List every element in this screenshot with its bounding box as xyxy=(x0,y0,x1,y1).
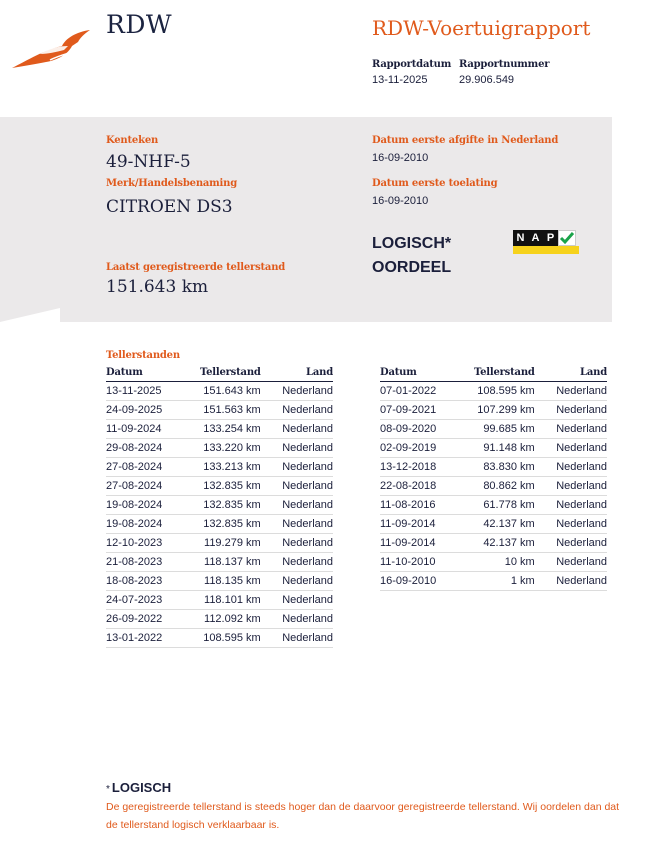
table-row xyxy=(380,439,607,458)
reading-date: 08-09-2020 xyxy=(380,420,474,439)
table-row xyxy=(106,439,333,458)
band-notch xyxy=(0,308,60,322)
make-label: Merk/Handelsbenaming xyxy=(106,178,238,189)
table-row xyxy=(106,515,333,534)
rdw-logo-icon xyxy=(10,24,94,72)
reading-country: Nederland xyxy=(535,534,607,553)
reading-value: 118.101 km xyxy=(200,591,261,610)
reading-date: 26-09-2022 xyxy=(106,610,200,629)
table-row xyxy=(380,553,607,572)
reading-value: 132.835 km xyxy=(200,515,261,534)
reading-country: Nederland xyxy=(535,553,607,572)
reading-value: 83.830 km xyxy=(474,458,535,477)
table-row xyxy=(380,401,607,420)
table-row xyxy=(106,534,333,553)
reading-date: 11-10-2010 xyxy=(380,553,474,572)
reading-date: 18-08-2023 xyxy=(106,572,200,591)
reading-value: 42.137 km xyxy=(474,534,535,553)
col-header-date: Datum xyxy=(106,366,200,382)
reading-country: Nederland xyxy=(535,496,607,515)
col-header-date: Datum xyxy=(380,366,474,382)
table-row xyxy=(106,553,333,572)
report-title: RDW-Voertuigrapport xyxy=(372,16,591,40)
reading-country: Nederland xyxy=(261,629,333,648)
reading-date: 12-10-2023 xyxy=(106,534,200,553)
plate-value: 49-NHF-5 xyxy=(106,152,191,172)
reading-country: Nederland xyxy=(261,477,333,496)
table-row xyxy=(380,515,607,534)
reading-value: 133.220 km xyxy=(200,439,261,458)
reading-date: 11-09-2014 xyxy=(380,534,474,553)
reading-date: 13-01-2022 xyxy=(106,629,200,648)
reading-country: Nederland xyxy=(261,420,333,439)
reading-value: 133.254 km xyxy=(200,420,261,439)
reading-date: 11-09-2024 xyxy=(106,420,200,439)
nap-logo xyxy=(513,230,579,254)
nap-letter-n: N xyxy=(513,230,528,246)
reading-country: Nederland xyxy=(535,401,607,420)
reading-date: 19-08-2024 xyxy=(106,496,200,515)
reading-country: Nederland xyxy=(261,591,333,610)
reading-country: Nederland xyxy=(535,477,607,496)
table-row xyxy=(106,401,333,420)
table-row xyxy=(106,458,333,477)
footer-title-text: LOGISCH xyxy=(111,780,172,795)
reading-date: 07-01-2022 xyxy=(380,382,474,401)
reading-value: 151.643 km xyxy=(200,382,261,401)
table-row xyxy=(106,496,333,515)
col-header-country: Land xyxy=(261,366,333,382)
table-row xyxy=(380,572,607,591)
readings-section-label: Tellerstanden xyxy=(106,350,180,361)
reading-date: 16-09-2010 xyxy=(380,572,474,591)
vehicle-summary-band xyxy=(0,117,612,322)
reading-value: 133.213 km xyxy=(200,458,261,477)
footer-title xyxy=(106,780,171,795)
reading-country: Nederland xyxy=(261,553,333,572)
verdict-line1: LOGISCH* xyxy=(372,235,452,252)
reading-date: 29-08-2024 xyxy=(106,439,200,458)
reading-country: Nederland xyxy=(261,572,333,591)
reading-country: Nederland xyxy=(535,458,607,477)
reading-value: 108.595 km xyxy=(474,382,535,401)
make-value: CITROEN DS3 xyxy=(106,197,233,217)
reading-value: 42.137 km xyxy=(474,515,535,534)
reading-date: 11-09-2014 xyxy=(380,515,474,534)
table-row xyxy=(380,382,607,401)
reading-country: Nederland xyxy=(535,572,607,591)
table-row xyxy=(106,591,333,610)
reading-date: 21-08-2023 xyxy=(106,553,200,572)
reading-value: 118.137 km xyxy=(200,553,261,572)
report-number-label: Rapportnummer xyxy=(459,59,550,70)
reading-date: 07-09-2021 xyxy=(380,401,474,420)
reading-value: 118.135 km xyxy=(200,572,261,591)
col-header-reading: Tellerstand xyxy=(200,366,261,382)
reading-country: Nederland xyxy=(261,401,333,420)
reading-country: Nederland xyxy=(535,420,607,439)
first-issue-nl-label: Datum eerste afgifte in Nederland xyxy=(372,135,559,146)
reading-country: Nederland xyxy=(535,439,607,458)
table-row xyxy=(380,477,607,496)
reading-country: Nederland xyxy=(261,515,333,534)
reading-value: 119.279 km xyxy=(200,534,261,553)
check-icon xyxy=(558,230,576,246)
first-admission-value: 16-09-2010 xyxy=(372,195,429,207)
nap-yellow-stripe xyxy=(513,246,579,254)
table-row xyxy=(106,572,333,591)
reading-date: 24-07-2023 xyxy=(106,591,200,610)
reading-country: Nederland xyxy=(261,458,333,477)
nap-letter-p: P xyxy=(543,230,558,246)
reading-value: 132.835 km xyxy=(200,477,261,496)
readings-table-left xyxy=(106,366,333,648)
reading-value: 80.862 km xyxy=(474,477,535,496)
reading-value: 10 km xyxy=(474,553,535,572)
reading-value: 61.778 km xyxy=(474,496,535,515)
reading-date: 27-08-2024 xyxy=(106,458,200,477)
reading-value: 107.299 km xyxy=(474,401,535,420)
footer-star: * xyxy=(106,784,110,795)
table-row xyxy=(380,496,607,515)
reading-value: 91.148 km xyxy=(474,439,535,458)
reading-date: 24-09-2025 xyxy=(106,401,200,420)
plate-label: Kenteken xyxy=(106,135,159,146)
reading-value: 1 km xyxy=(474,572,535,591)
first-admission-label: Datum eerste toelating xyxy=(372,178,498,189)
reading-date: 22-08-2018 xyxy=(380,477,474,496)
brand-name: RDW xyxy=(106,10,173,39)
table-row xyxy=(380,534,607,553)
reading-country: Nederland xyxy=(535,515,607,534)
report-number: 29.906.549 xyxy=(459,74,515,86)
reading-date: 13-12-2018 xyxy=(380,458,474,477)
table-row xyxy=(106,420,333,439)
report-date-label: Rapportdatum xyxy=(372,59,452,70)
reading-country: Nederland xyxy=(535,382,607,401)
reading-date: 27-08-2024 xyxy=(106,477,200,496)
reading-country: Nederland xyxy=(261,534,333,553)
reading-value: 132.835 km xyxy=(200,496,261,515)
nap-letter-a: A xyxy=(528,230,543,246)
reading-value: 112.092 km xyxy=(200,610,261,629)
table-row xyxy=(106,382,333,401)
reading-value: 99.685 km xyxy=(474,420,535,439)
last-reading-label: Laatst geregistreerde tellerstand xyxy=(106,262,286,273)
table-row xyxy=(106,477,333,496)
last-reading-value: 151.643 km xyxy=(106,277,209,297)
reading-date: 02-09-2019 xyxy=(380,439,474,458)
reading-country: Nederland xyxy=(261,382,333,401)
table-row xyxy=(106,610,333,629)
footer-explanation: De geregistreerde tellerstand is steeds hoger dan de daarvoor geregistreerde tellerstand. Wij oordelen dan dat de tellerstand logisch verklaarbaar is. xyxy=(106,801,620,831)
table-row xyxy=(380,420,607,439)
verdict-line2: OORDEEL xyxy=(372,259,452,276)
table-row xyxy=(106,629,333,648)
readings-table-right xyxy=(380,366,607,591)
col-header-country: Land xyxy=(535,366,607,382)
col-header-reading: Tellerstand xyxy=(474,366,535,382)
reading-value: 108.595 km xyxy=(200,629,261,648)
table-row xyxy=(380,458,607,477)
reading-value: 151.563 km xyxy=(200,401,261,420)
reading-country: Nederland xyxy=(261,439,333,458)
reading-date: 13-11-2025 xyxy=(106,382,200,401)
reading-country: Nederland xyxy=(261,610,333,629)
reading-date: 11-08-2016 xyxy=(380,496,474,515)
first-issue-nl-value: 16-09-2010 xyxy=(372,152,429,164)
reading-country: Nederland xyxy=(261,496,333,515)
reading-date: 19-08-2024 xyxy=(106,515,200,534)
report-date: 13-11-2025 xyxy=(372,74,428,86)
